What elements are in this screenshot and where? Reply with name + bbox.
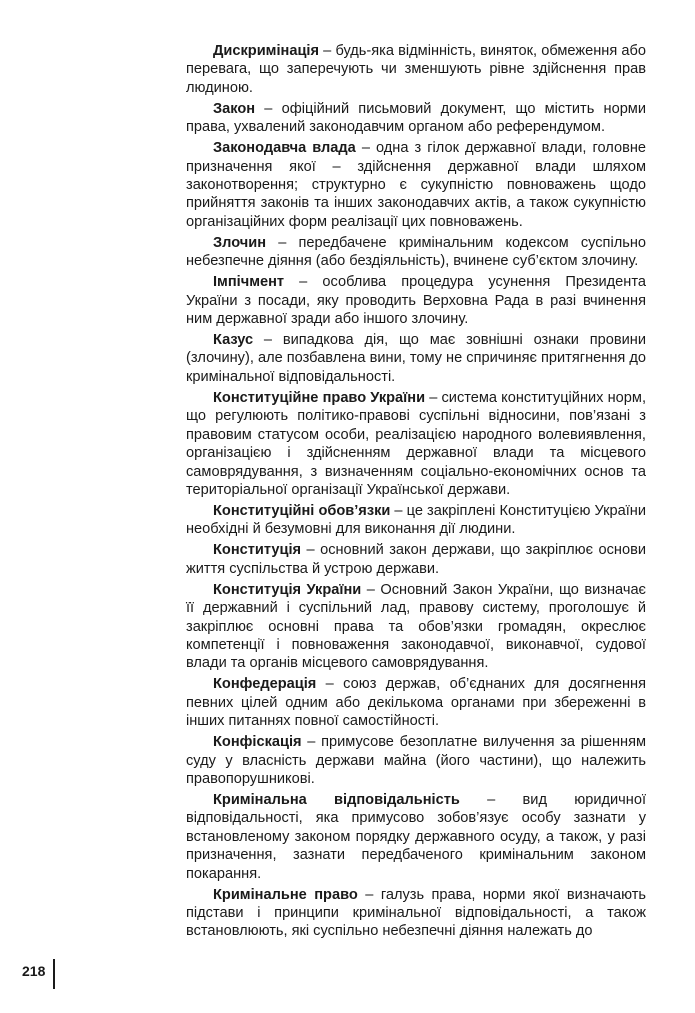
glossary-entry	[186, 42, 646, 97]
glossary-definition: – офіційний письмовий документ, що містить норми права, ухвалений законодавчим органом або референдумом.	[186, 100, 646, 136]
glossary-definition: – одна з гілок державної влади, головне призначення якої – здійснення державної влади шляхом законотворення; структурно є сукупністю повноважень щодо прийняття законів та інших законодавчих актів, а також сукупністю організаційних форм реалізації цих повноважень.	[186, 140, 646, 230]
glossary-term: Кримінальна відповідальність	[213, 791, 460, 808]
glossary-entry	[186, 100, 646, 137]
glossary-term: Злочин	[213, 234, 267, 251]
glossary-entry	[186, 502, 646, 539]
glossary-definition: – Основний Закон України, що визначає її державний і суспільний лад, правову систему, проголошує й закріплює основні права та обов’язки громадян, окреслює компетенції і повноваження законодавчої, виконавчої, судової влади та органів місцевого самоврядування.	[186, 581, 647, 672]
glossary-entry	[186, 675, 646, 730]
page-number-divider	[53, 959, 55, 989]
glossary-term: Конфіскація	[213, 734, 302, 751]
glossary-term: Дискримінація	[213, 43, 319, 59]
glossary-definition: – система конституційних норм, що регулюють політико-правові суспільні відносини, пов’язані з правовим статусом особи, реалізацією народного волевиявлення, організацією і здійсненням державної влади та місцевого самоврядування, з визначенням соціально-економічних основ та територіальної організації Української держави.	[186, 389, 646, 498]
glossary-entry	[186, 139, 646, 231]
glossary-entry	[186, 733, 646, 788]
glossary-definition: – основний закон держави, що закріплює основи життя суспільства й устрою держави.	[186, 542, 646, 577]
glossary-definition: – випадкова дія, що має зовнішні ознаки провини (злочину), але позбавлена вини, тому не спричиняє притягнення до кримінальної відповідальності.	[186, 332, 646, 385]
glossary-entry	[186, 886, 646, 941]
glossary-entry	[186, 389, 646, 499]
glossary-definition: – це закріплені Конституцією України необхідні й безумовні для виконання дії людини.	[186, 502, 646, 538]
glossary-definition: – союз держав, об’єднаних для досягнення певних цілей одним або декількома органами при збереженні в інших питаннях повної самостійності.	[186, 676, 646, 730]
glossary-term: Конфедерація	[213, 676, 317, 693]
glossary-entry	[186, 331, 646, 386]
glossary-term: Конституція України	[213, 581, 362, 598]
glossary-term: Казус	[213, 332, 254, 349]
glossary-entry	[186, 234, 646, 271]
glossary-definition: – вид юридичної відповідальності, яка примусово зобов’язує особу зазнати у встановленому законом порядку державного осуду, а також, у разі призначення, зазнати передбаченого кримінальним законом покарання.	[186, 791, 646, 882]
glossary-term: Конституційне право України	[213, 389, 426, 406]
glossary-definition: – примусове безоплатне вилучення за рішенням суду у власність держави майна (його частини), що належить правопорушникові.	[186, 734, 646, 787]
glossary-entry	[186, 273, 646, 328]
glossary-term: Конституція	[213, 542, 302, 559]
glossary-entry	[186, 581, 646, 673]
glossary-term: Імпічмент	[213, 274, 285, 291]
glossary-term: Кримінальне право	[213, 886, 358, 903]
glossary-entry	[186, 791, 646, 883]
glossary-definition: – передбачене кримінальним кодексом суспільно небезпечне діяння (або бездіяльність), вчинене суб’єктом злочину.	[186, 234, 646, 270]
glossary-definition: – особлива процедура усунення Президента України з посади, яку проводить Верховна Рада в разі вчинення ним державної зради або іншого злочину.	[186, 274, 646, 328]
glossary-entry	[186, 541, 646, 578]
glossary-term: Законодавча влада	[213, 140, 356, 157]
page-number: 218	[22, 963, 46, 979]
glossary-term: Конституційні обов’язки	[213, 502, 391, 519]
glossary-definition: – будь-яка відмінність, виняток, обмеження або перевага, що заперечують чи зменшують рівне здійснення прав людиною.	[186, 43, 646, 96]
glossary-term: Закон	[213, 100, 256, 117]
glossary-definition: – галузь права, норми якої визначають підстави і принципи кримінальної відповідальності, а також встановлюють, які суспільно небезпечні діяння належать до	[186, 886, 647, 940]
glossary-page	[186, 42, 646, 943]
